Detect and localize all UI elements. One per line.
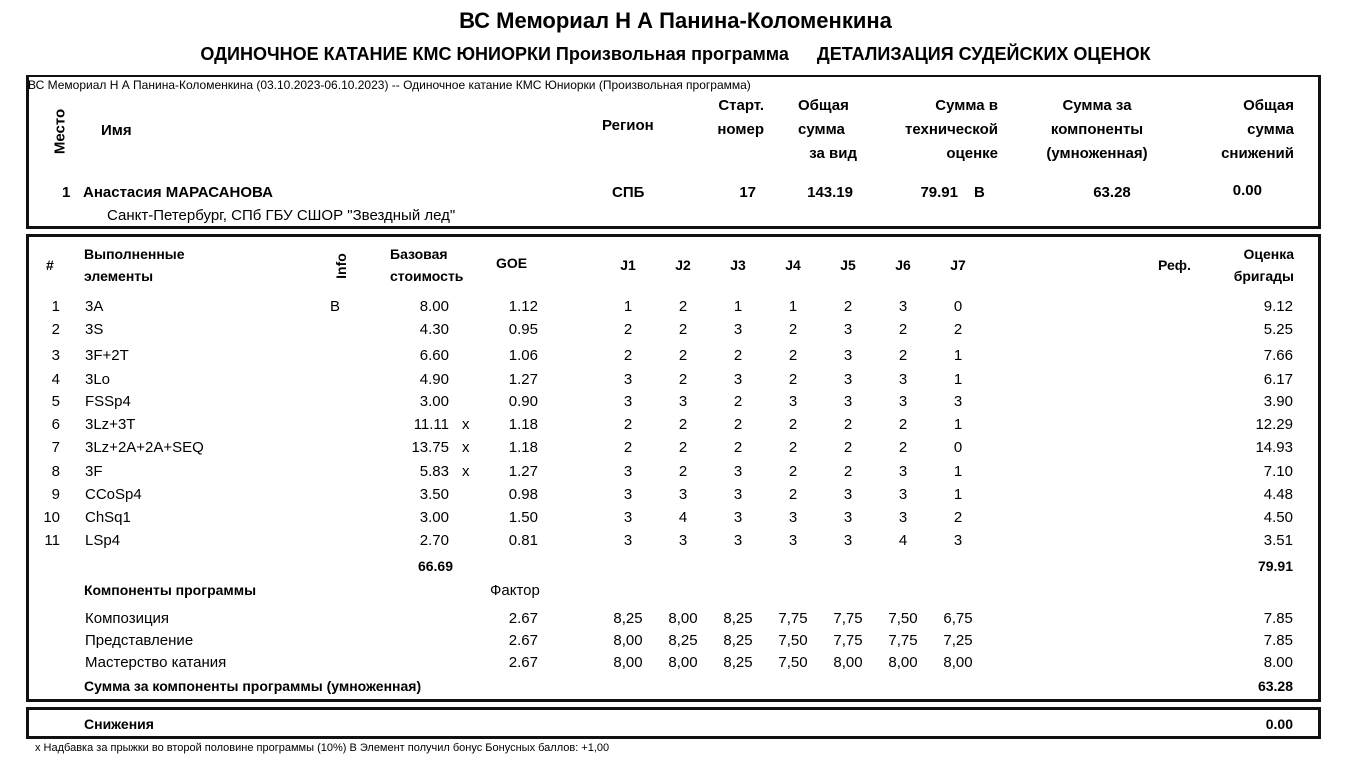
- component-judge-score: 7,75: [833, 610, 863, 627]
- el-header-judge: J1: [620, 257, 636, 273]
- subtitle-event: ОДИНОЧНОЕ КАТАНИЕ КМС ЮНИОРКИ Произвольная программа: [200, 44, 789, 64]
- element-judge-score: 3: [898, 298, 908, 315]
- page-subtitle: [0, 44, 1351, 65]
- element-panel-score: 4.48: [1263, 486, 1293, 503]
- element-goe: 1.18: [508, 416, 538, 433]
- element-second-half-flag: x: [462, 439, 470, 456]
- element-judge-score: 3: [623, 509, 633, 526]
- el-header-judge: J4: [785, 257, 801, 273]
- element-judge-score: 2: [678, 463, 688, 480]
- component-panel-score: 8.00: [1263, 654, 1293, 671]
- skater-region: СПБ: [612, 184, 645, 201]
- element-judge-score: 2: [623, 321, 633, 338]
- element-judge-score: 2: [788, 439, 798, 456]
- component-name: Композиция: [85, 610, 170, 627]
- element-judge-score: 2: [623, 347, 633, 364]
- element-judge-score: 2: [843, 439, 853, 456]
- element-panel-score: 5.25: [1263, 321, 1293, 338]
- element-second-half-flag: x: [462, 463, 470, 480]
- skater-club: Санкт-Петербург, СПб ГБУ СШОР "Звездный лед": [107, 207, 456, 224]
- element-judge-score: 3: [788, 532, 798, 549]
- element-judge-score: 2: [678, 439, 688, 456]
- element-name: FSSp4: [85, 393, 131, 410]
- element-panel-score: 6.17: [1263, 371, 1293, 388]
- component-factor: 2.67: [508, 610, 538, 627]
- skater-tes: 79.91: [920, 184, 958, 201]
- element-judge-score: 2: [843, 298, 853, 315]
- component-judge-score: 8,00: [613, 654, 643, 671]
- element-judge-score: 1: [788, 298, 798, 315]
- component-judge-score: 6,75: [943, 610, 973, 627]
- element-row-num: 6: [51, 416, 60, 433]
- skater-total-score: 143.19: [807, 184, 853, 201]
- element-judge-score: 2: [843, 463, 853, 480]
- element-goe: 0.81: [508, 532, 538, 549]
- element-judge-score: 4: [898, 532, 908, 549]
- element-panel-score: 3.90: [1263, 393, 1293, 410]
- element-panel-score: 14.93: [1255, 439, 1293, 456]
- element-judge-score: 3: [843, 532, 853, 549]
- el-header-num: #: [46, 257, 54, 273]
- col-header-name: Имя: [101, 122, 132, 139]
- element-judge-score: 2: [678, 347, 688, 364]
- element-row-num: 1: [51, 298, 60, 315]
- component-name: Представление: [85, 632, 194, 649]
- element-name: 3S: [85, 321, 104, 338]
- element-judge-score: 3: [898, 463, 908, 480]
- element-judge-score: 3: [623, 532, 633, 549]
- element-row-num: 2: [51, 321, 60, 338]
- element-judge-score: 2: [733, 416, 743, 433]
- component-judge-score: 7,75: [778, 610, 808, 627]
- element-base-value: 3.50: [419, 486, 449, 503]
- el-header-judge: J3: [730, 257, 746, 273]
- element-judge-score: 3: [623, 371, 633, 388]
- element-row-num: 11: [44, 532, 60, 549]
- element-judge-score: 3: [678, 532, 688, 549]
- element-base-value: 5.83: [419, 463, 449, 480]
- skater-name: Анастасия МАРАСАНОВА: [83, 184, 273, 201]
- component-judge-score: 8,00: [888, 654, 918, 671]
- element-judge-score: 1: [623, 298, 633, 315]
- component-panel-score: 7.85: [1263, 610, 1293, 627]
- element-judge-score: 2: [733, 347, 743, 364]
- el-header-info: Info: [333, 253, 349, 279]
- element-base-value: 13.75: [411, 439, 449, 456]
- element-base-value: 8.00: [419, 298, 449, 315]
- component-judge-score: 7,25: [943, 632, 973, 649]
- el-header-judge: J7: [950, 257, 966, 273]
- element-judge-score: 3: [843, 393, 853, 410]
- element-judge-score: 2: [623, 416, 633, 433]
- col-header-place: Место: [51, 108, 69, 155]
- deductions-box: [26, 707, 1321, 739]
- element-judge-score: 2: [898, 439, 908, 456]
- element-goe: 1.18: [508, 439, 538, 456]
- element-name: 3F+2T: [85, 347, 129, 364]
- element-judge-score: 2: [788, 463, 798, 480]
- col-header-tes: Сумма в технической оценке: [904, 97, 998, 162]
- element-row-num: 10: [43, 509, 60, 526]
- skater-pcs: 63.28: [1093, 184, 1131, 201]
- element-panel-score: 3.51: [1263, 532, 1293, 549]
- component-judge-score: 8,25: [723, 632, 753, 649]
- col-header-region: Регион: [602, 117, 654, 134]
- element-judge-score: 3: [843, 486, 853, 503]
- col-header-deductions: Общая сумма снижений: [1221, 97, 1294, 162]
- element-goe: 1.50: [508, 509, 538, 526]
- event-line: ВС Мемориал Н А Панина-Коломенкина (03.10.2023-06.10.2023) -- Одиночное катание КМС Юниорки (Произвольная программа): [28, 78, 751, 92]
- element-judge-score: 0: [953, 439, 963, 456]
- element-judge-score: 1: [953, 371, 963, 388]
- subtitle-report-type: ДЕТАЛИЗАЦИЯ СУДЕЙСКИХ ОЦЕНОК: [816, 44, 1151, 64]
- element-base-value: 3.00: [419, 393, 449, 410]
- element-row-num: 5: [51, 393, 60, 410]
- deductions-label: Снижения: [84, 716, 154, 732]
- element-judge-score: 2: [898, 321, 908, 338]
- el-header-base: Базовая стоимость: [390, 246, 464, 284]
- element-panel-score: 12.29: [1255, 416, 1293, 433]
- component-factor: 2.67: [508, 654, 538, 671]
- element-goe: 0.90: [508, 393, 538, 410]
- element-name: LSp4: [85, 532, 121, 549]
- element-judge-score: 3: [733, 486, 743, 503]
- base-total: 66.69: [417, 558, 453, 574]
- element-base-value: 3.00: [419, 509, 449, 526]
- element-judge-score: 2: [733, 439, 743, 456]
- component-judge-score: 7,50: [888, 610, 918, 627]
- element-judge-score: 3: [843, 509, 853, 526]
- col-header-pcs: Сумма за компоненты (умноженная): [1046, 97, 1148, 162]
- element-judge-score: 2: [623, 439, 633, 456]
- element-row-num: 3: [51, 347, 60, 364]
- skater-tes-flag: B: [974, 184, 985, 201]
- component-judge-score: 7,50: [778, 632, 808, 649]
- element-base-value: 4.30: [419, 321, 449, 338]
- el-header-element: Выполненные элементы: [84, 246, 185, 284]
- component-judge-score: 8,00: [833, 654, 863, 671]
- element-judge-score: 2: [788, 486, 798, 503]
- element-name: ChSq1: [85, 509, 131, 526]
- element-judge-score: 1: [733, 298, 743, 315]
- element-judge-score: 2: [953, 321, 963, 338]
- element-base-value: 2.70: [419, 532, 449, 549]
- element-judge-score: 2: [678, 298, 688, 315]
- element-info: B: [330, 298, 341, 315]
- el-header-ref: Реф.: [1158, 257, 1191, 273]
- element-row-num: 4: [51, 371, 60, 388]
- element-goe: 1.27: [508, 371, 538, 388]
- col-header-total: Общая сумма за вид: [798, 97, 857, 162]
- components-title: Компоненты программы: [84, 582, 257, 598]
- skater-place: 1: [62, 184, 71, 201]
- element-judge-score: 3: [623, 463, 633, 480]
- element-judge-score: 2: [953, 509, 963, 526]
- element-judge-score: 3: [733, 463, 743, 480]
- element-judge-score: 3: [733, 371, 743, 388]
- el-header-goe: GOE: [496, 255, 528, 271]
- element-goe: 0.98: [508, 486, 538, 503]
- element-judge-score: 2: [678, 371, 688, 388]
- element-judge-score: 3: [898, 509, 908, 526]
- component-judge-score: 8,25: [723, 654, 753, 671]
- component-name: Мастерство катания: [85, 654, 227, 671]
- element-goe: 1.27: [508, 463, 538, 480]
- element-name: 3Lo: [85, 371, 111, 388]
- el-header-score: Оценка бригады: [1233, 246, 1294, 284]
- element-judge-score: 3: [843, 347, 853, 364]
- element-judge-score: 3: [898, 393, 908, 410]
- element-judge-score: 3: [788, 509, 798, 526]
- element-judge-score: 1: [953, 486, 963, 503]
- element-judge-score: 2: [898, 347, 908, 364]
- element-base-value: 4.90: [419, 371, 449, 388]
- el-header-judge: J5: [840, 257, 856, 273]
- legend-footnote: x Надбавка за прыжки во второй половине программы (10%) В Элемент получил бонус Бонусных баллов: +1,00: [35, 742, 610, 754]
- element-judge-score: 1: [953, 463, 963, 480]
- component-judge-score: 7,50: [778, 654, 808, 671]
- component-judge-score: 8,00: [943, 654, 973, 671]
- element-judge-score: 3: [733, 509, 743, 526]
- element-judge-score: 3: [843, 371, 853, 388]
- element-judge-score: 2: [788, 347, 798, 364]
- element-name: CCoSp4: [85, 486, 142, 503]
- element-judge-score: 2: [843, 416, 853, 433]
- component-judge-score: 7,75: [888, 632, 918, 649]
- element-second-half-flag: x: [462, 416, 470, 433]
- components-total-label: Сумма за компоненты программы (умноженная): [84, 678, 422, 694]
- element-judge-score: 4: [678, 509, 688, 526]
- skater-start-number: 17: [739, 184, 756, 201]
- element-judge-score: 2: [788, 416, 798, 433]
- components-total: 63.28: [1257, 678, 1293, 694]
- element-judge-score: 0: [953, 298, 963, 315]
- element-panel-score: 7.10: [1263, 463, 1293, 480]
- component-judge-score: 7,75: [833, 632, 863, 649]
- element-judge-score: 3: [623, 393, 633, 410]
- element-judge-score: 3: [898, 371, 908, 388]
- element-goe: 1.12: [508, 298, 538, 315]
- component-judge-score: 8,00: [668, 654, 698, 671]
- score-total: 79.91: [1257, 558, 1293, 574]
- components-factor-label: Фактор: [490, 582, 540, 599]
- component-judge-score: 8,00: [668, 610, 698, 627]
- deductions-value: 0.00: [1265, 716, 1293, 732]
- component-judge-score: 8,25: [613, 610, 643, 627]
- element-name: 3F: [85, 463, 103, 480]
- element-name: 3A: [85, 298, 104, 315]
- element-judge-score: 3: [733, 532, 743, 549]
- component-judge-score: 8,00: [613, 632, 643, 649]
- element-judge-score: 2: [788, 371, 798, 388]
- element-goe: 0.95: [508, 321, 538, 338]
- element-judge-score: 3: [953, 532, 963, 549]
- element-row-num: 9: [51, 486, 60, 503]
- element-judge-score: 1: [953, 347, 963, 364]
- element-judge-score: 3: [623, 486, 633, 503]
- element-judge-score: 3: [843, 321, 853, 338]
- element-judge-score: 3: [678, 393, 688, 410]
- element-row-num: 7: [51, 439, 60, 456]
- element-name: 3Lz+2A+2A+SEQ: [85, 439, 204, 456]
- element-judge-score: 3: [733, 321, 743, 338]
- element-base-value: 6.60: [419, 347, 449, 364]
- col-header-start: Старт. номер: [717, 97, 764, 138]
- el-header-judge: J6: [895, 257, 911, 273]
- element-panel-score: 4.50: [1263, 509, 1293, 526]
- element-judge-score: 3: [788, 393, 798, 410]
- page-title: ВС Мемориал Н А Панина-Коломенкина: [459, 8, 892, 33]
- component-judge-score: 8,25: [668, 632, 698, 649]
- skater-deductions: 0.00: [1232, 182, 1262, 199]
- component-judge-score: 8,25: [723, 610, 753, 627]
- element-judge-score: 3: [953, 393, 963, 410]
- el-header-judge: J2: [675, 257, 691, 273]
- element-judge-score: 2: [898, 416, 908, 433]
- element-judge-score: 3: [898, 486, 908, 503]
- element-judge-score: 3: [678, 486, 688, 503]
- component-factor: 2.67: [508, 632, 538, 649]
- element-judge-score: 2: [733, 393, 743, 410]
- component-panel-score: 7.85: [1263, 632, 1293, 649]
- element-row-num: 8: [51, 463, 60, 480]
- element-goe: 1.06: [508, 347, 538, 364]
- element-panel-score: 7.66: [1263, 347, 1293, 364]
- element-judge-score: 2: [678, 321, 688, 338]
- element-panel-score: 9.12: [1263, 298, 1293, 315]
- element-judge-score: 1: [953, 416, 963, 433]
- element-base-value: 11.11: [413, 416, 449, 433]
- element-name: 3Lz+3T: [85, 416, 136, 433]
- element-judge-score: 2: [788, 321, 798, 338]
- element-judge-score: 2: [678, 416, 688, 433]
